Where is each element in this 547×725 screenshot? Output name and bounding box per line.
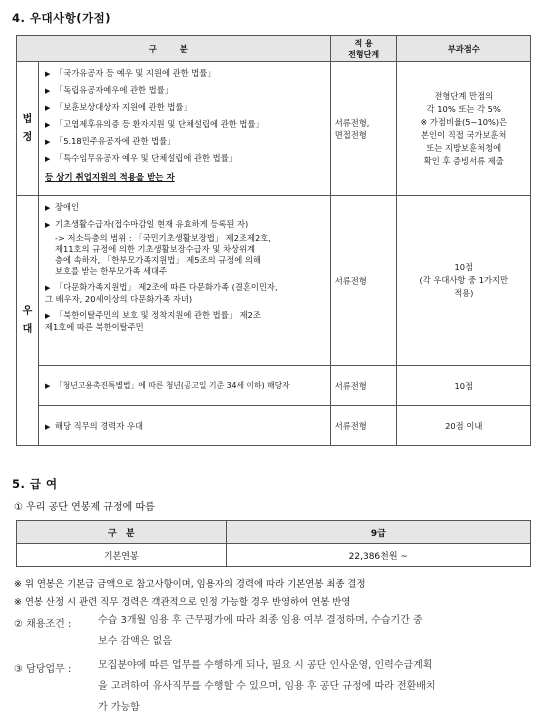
preferred-experience-text: 해당 직무의 경력자 우대: [54, 420, 143, 431]
salary-note-1: ※ 위 연봉은 기본급 금액으로 참고사항이며, 임용자의 경력에 따라 기본연봉 최종 결정: [14, 579, 366, 590]
bullet-icon: ▶: [44, 121, 51, 129]
section-5-title: 5. 급 여: [12, 477, 58, 491]
bullet-icon: ▶: [44, 284, 51, 292]
list-item: [45, 85, 326, 97]
list-item: [45, 136, 326, 148]
legal-label-2: 정: [22, 131, 33, 143]
legal-item-text: 「보훈보상대상자 지원에 관한 법률」: [54, 102, 192, 112]
preferred-item-text: 「다문화가족지원법」 제2조에 따른 다문화가족 (결혼이민자, 그 배우자, 20세이상의 다문화가족 자녀): [44, 282, 278, 304]
legal-item-text: 「고엽제후유의증 등 환자지원 및 단체설립에 관한 법률」: [54, 119, 264, 129]
preferred-points-1: 10점 (각 우대사항 중 1가지만 적용): [397, 196, 531, 366]
legal-item-text: 「독립유공자예우에 관한 법률」: [54, 85, 173, 95]
list-item: -> 저소득층의 범위 : 「국민기초생활보장법」 제2조제2호, 제11호의 규정에 의한 기초생활보장수급자 및 차상위계 층에 속하자, 「한부모가족지원법」 제5조의 규정에 의해 보호를 받는 한부모가족 세대주: [54, 233, 271, 276]
header-points: 부과점수: [397, 36, 531, 62]
bullet-icon: ▶: [44, 104, 51, 112]
legal-label-1: 법: [22, 113, 33, 125]
legal-stage: 서류전형, 면접전형: [330, 62, 397, 196]
bullet-icon: ▶: [44, 312, 51, 320]
legal-item-text: 「국가유공자 등 예우 및 지원에 관한 법률」: [54, 68, 216, 78]
preferred-points-2: 10점: [397, 366, 531, 406]
preferred-stage-3: 서류전형: [330, 406, 397, 446]
preferred-stage-2: 서류전형: [330, 366, 397, 406]
preferred-label-1: 우: [22, 305, 33, 317]
legal-items: [38, 62, 330, 196]
list-item: [45, 102, 326, 114]
header-stage: 적 용 전형단계: [330, 36, 397, 62]
condition-label: ② 채용조건 :: [14, 619, 72, 630]
salary-header-category: 구 분: [17, 521, 227, 544]
salary-row-label: 기본연봉: [17, 544, 227, 567]
bullet-icon: ▶: [44, 138, 51, 146]
bullet-icon: ▶: [44, 155, 51, 163]
preferred-points-3: 20점 이내: [397, 406, 531, 446]
preferred-stage-1: 서류전형: [330, 196, 397, 366]
list-item: [45, 202, 326, 214]
preferred-item-text: 장애인: [54, 202, 79, 212]
condition-text: 수습 3개월 임용 후 근무평가에 따라 최종 임용 여부 결정하며, 수습기간 중 보수 감액은 없음: [98, 615, 423, 647]
legal-item-text: 「특수임무유공자 예우 및 단체설립에 관한 법률」: [54, 153, 238, 163]
list-item: [45, 282, 326, 305]
preferred-item-youth: [38, 366, 330, 406]
bullet-icon: ▶: [44, 204, 51, 212]
legal-item-text: 「5.18민주유공자에 관한 법률」: [54, 136, 176, 146]
header-category: 구 분: [17, 36, 331, 62]
list-item: [45, 219, 326, 231]
preferred-item-text: 기초생활수급자(접수마감일 현재 유효하게 등록된 자): [54, 219, 249, 229]
duty-label: ③ 담당업무 :: [14, 664, 72, 675]
preferred-item-text: 「북한이탈주민의 보호 및 정착지원에 관한 법률」 제2조 제1호에 따른 북한이탈주민: [44, 310, 261, 332]
salary-item-1: ① 우리 공단 연봉제 규정에 따름: [14, 502, 155, 513]
legal-points: 전형단계 만점의 각 10% 또는 각 5% ※ 가점비율(5~10%)은 본인이 직접 국가보훈처 또는 지방보훈처청에 확인 후 증빙서류 제출: [397, 62, 531, 196]
preference-table: [16, 35, 531, 446]
salary-header-grade: 9급: [226, 521, 530, 544]
list-item: [45, 119, 326, 131]
preferred-item-experience: [38, 406, 330, 446]
preferred-items: [38, 196, 330, 366]
bullet-icon: ▶: [44, 221, 51, 229]
section-4-title: 4. 우대사항(가점): [12, 11, 112, 25]
preferred-category-label: [17, 196, 39, 446]
bullet-icon: ▶: [44, 87, 51, 95]
salary-table: [16, 520, 531, 567]
bullet-icon: ▶: [44, 422, 51, 431]
list-item: [45, 310, 326, 333]
legal-category-label: [17, 62, 39, 196]
salary-note-2: ※ 연봉 산정 시 관련 직무 경력은 객관적으로 인정 가능할 경우 반영하여 연봉 반영: [14, 597, 351, 608]
list-item: [45, 68, 326, 80]
bullet-icon: ▶: [44, 70, 51, 78]
duty-text: 모집분야에 따른 업무를 수행하게 되나, 필요 시 공단 인사운영, 인력수급계획 을 고려하여 유사직무를 수행할 수 있으며, 임용 후 공단 규정에 따라 전환배치 가 가능함: [98, 660, 436, 713]
preferred-youth-text: 「청년고용촉진특별법」에 따른 청년(공고일 기준 34세 이하) 해당자: [54, 381, 290, 390]
salary-row-value: 22,386천원 ~: [226, 544, 530, 567]
preferred-label-2: 대: [22, 323, 33, 335]
list-item: [45, 153, 326, 165]
bullet-icon: ▶: [44, 382, 51, 390]
legal-note: 등 상기 취업지원의 적용을 받는 자: [44, 173, 175, 183]
